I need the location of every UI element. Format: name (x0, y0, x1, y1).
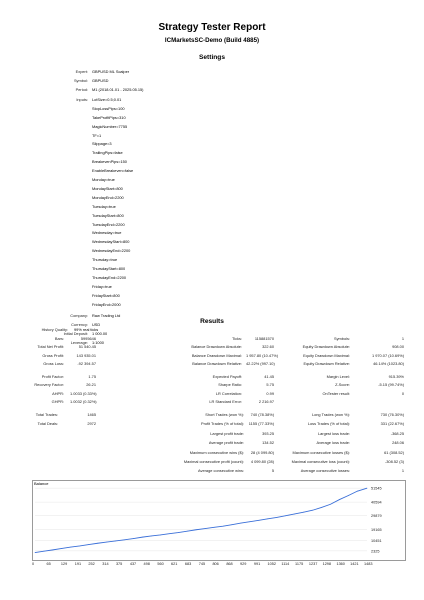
settings-label: Symbol: (73, 78, 88, 84)
settings-label: Currency: (71, 321, 88, 327)
result-label: Balance Drawdown Relative: (192, 361, 242, 367)
input-param: FridayEnd=2000 (92, 301, 121, 307)
settings-value: GBPUSD (92, 78, 109, 84)
history-quality-value: 99% real ticks (74, 327, 99, 332)
balance-chart-svg (33, 481, 405, 560)
trades-label: Maximal consecutive profit (count): (183, 459, 244, 464)
balance-point (151, 536, 152, 537)
x-tick-label: 1298 (322, 562, 332, 566)
result-label: Profit Factor: (41, 374, 64, 379)
trades-label: Maximum consecutive wins ($): (189, 449, 244, 455)
balance-point (178, 532, 179, 533)
result-value: 5995646 (80, 336, 96, 341)
balance-point (348, 495, 349, 496)
x-tick-label: 437 (129, 562, 137, 566)
result-value: -92 394.57 (77, 361, 96, 367)
result-value: 1 (401, 336, 404, 341)
result-label: Balance Drawdown Absolute: (191, 344, 242, 350)
balance-point (169, 533, 170, 534)
trades-value: -368.25 (390, 430, 404, 436)
input-param: ThursdayStart=800 (92, 266, 126, 271)
trades-value: 331 (22.67%) (380, 421, 404, 427)
trades-value: 730 (76.30%) (380, 412, 404, 417)
trades-value: 1 (401, 468, 404, 474)
result-value: 115881570 (254, 336, 274, 341)
trades-label: Total Deals: (37, 421, 58, 427)
y-tick-label: 29879 (371, 514, 382, 519)
settings-value: LotSize=0.5;0.01 (92, 96, 122, 102)
balance-point (88, 544, 89, 545)
balance-point (115, 541, 116, 542)
x-tick-label: 1175 (295, 562, 304, 566)
x-tick-label: 191 (74, 562, 82, 566)
y-tick-label: 2325 (371, 549, 380, 554)
trades-label: Average consecutive wins: (198, 468, 244, 474)
x-tick-label: 375 (115, 562, 123, 566)
result-value: 2 216.97 (258, 399, 274, 405)
input-param: Friday=true (92, 283, 112, 289)
x-tick-label: 1483 (364, 562, 373, 566)
trades-value: 393.25 (262, 430, 274, 436)
x-tick-label: 1360 (336, 562, 345, 566)
result-label: Equity Drawdown Maximal: (303, 352, 350, 358)
balance-point (205, 528, 206, 529)
trades-value: 1155 (77.33%) (248, 421, 274, 427)
input-param: Wednesday=true (92, 230, 122, 236)
settings-value: 1 000.00 (92, 330, 108, 336)
result-label: Gross Loss: (43, 361, 64, 367)
result-label: Recovery Factor: (34, 382, 64, 388)
settings-label: Company: (70, 312, 88, 318)
balance-point (294, 514, 295, 515)
input-param: WednesdayEnd=2200 (92, 248, 131, 254)
result-label: Z-Score: (335, 382, 350, 388)
trades-value: 28 (4 099.80) (250, 449, 274, 455)
trades-value: 5 (271, 468, 274, 474)
x-tick-label: 991 (253, 562, 261, 566)
results-heading: Results (200, 318, 224, 325)
x-tick-label: 498 (143, 562, 150, 566)
trades-value: 61 (308.52) (384, 449, 404, 455)
result-value: 51 540.45 (78, 344, 96, 350)
settings-value: GBPUSD ML Scalper (92, 69, 130, 74)
report-subtitle: ICMarketsSC-Demo (Build 4885) (164, 37, 260, 44)
result-value: -5.15 (99.74%) (378, 382, 404, 388)
input-param: BreakevenPips=150 (92, 159, 127, 165)
result-value: 915.39% (388, 374, 404, 379)
result-value: 26.21 (86, 382, 96, 388)
balance-point (106, 542, 107, 543)
x-tick-label: 1114 (281, 562, 290, 566)
trades-value: 248.06 (392, 440, 404, 446)
x-tick-label: 806 (212, 562, 219, 566)
trades-label: Largest loss trade: (317, 430, 350, 436)
result-label: Equity Drawdown Absolute: (302, 344, 350, 350)
settings-label: Initial Deposit: (63, 330, 88, 336)
x-tick-label: 314 (102, 562, 109, 566)
balance-point (53, 550, 54, 551)
input-param: TuesdayStart=800 (92, 212, 124, 218)
result-value: 908.00 (392, 344, 404, 350)
input-param: Monday=true (92, 177, 115, 182)
result-label: Ticks: (231, 336, 242, 341)
trades-value: 740 (78.38%) (250, 412, 274, 417)
settings-value: USD (92, 321, 101, 327)
result-label: OnTester result: (322, 390, 350, 396)
result-value: 1 970.07 (10.69%) (371, 352, 404, 358)
balance-point (223, 526, 224, 527)
trades-value: 4 099.80 (28) (250, 459, 274, 464)
balance-point (339, 499, 340, 500)
input-param: TF=1 (92, 132, 102, 138)
input-param: Tuesday=true (92, 203, 116, 209)
settings-label: Leverage: (70, 340, 88, 346)
trades-label: Profit Trades (% of total): (200, 421, 244, 427)
input-param: TakeProfitPips=310 (92, 114, 126, 120)
balance-point (321, 507, 322, 508)
x-tick-label: 745 (198, 562, 206, 566)
trades-label: Long Trades (won %): (311, 412, 350, 417)
result-value: 1 957.80 (10.47%) (246, 352, 279, 358)
balance-point (357, 491, 358, 492)
result-label: Balance Drawdown Maximal: (191, 352, 242, 358)
balance-point (214, 527, 215, 528)
result-label: Expected Payoff: (212, 374, 242, 379)
balance-point (142, 537, 143, 538)
trades-label: Average consecutive losses: (300, 468, 350, 474)
trades-label: Maximal consecutive loss (count): (291, 459, 350, 464)
balance-point (250, 521, 251, 522)
input-param: MondayEnd=2200 (92, 194, 124, 200)
balance-point (312, 510, 313, 511)
trades-label: Largest profit trade: (210, 430, 244, 436)
balance-point (44, 551, 45, 552)
trades-label: Maximum consecutive losses ($): (292, 449, 350, 455)
x-tick-label: 868 (226, 562, 233, 566)
x-tick-label: 1237 (308, 562, 318, 566)
x-tick-label: 929 (239, 562, 247, 566)
input-param: Slippage=3 (92, 141, 112, 147)
settings-value: Raw Trading Ltd (92, 312, 121, 318)
balance-point (35, 552, 36, 553)
input-param: MondayStart=800 (92, 185, 123, 191)
balance-point (232, 524, 233, 525)
result-label: GHPR: (51, 399, 64, 405)
result-value: 41.45 (264, 374, 274, 379)
x-tick-label: 560 (157, 562, 164, 566)
result-value: 42.22% (997.10) (246, 361, 275, 367)
report-title: Strategy Tester Report (158, 22, 266, 33)
settings-label: Period: (75, 87, 88, 93)
x-tick-label: 129 (60, 562, 68, 566)
input-param: EnableBreakeven=false (92, 168, 134, 174)
settings-heading: Settings (198, 54, 225, 61)
settings-value: M1 (2018.01.01 - 2025.05.15) (92, 87, 144, 93)
balance-point (276, 517, 277, 518)
trades-value: 1465 (87, 412, 96, 417)
input-param: MagicNumber=7755 (92, 123, 128, 129)
trades-label: Total Trades: (35, 412, 58, 417)
result-label: Gross Profit: (42, 352, 64, 358)
input-param: Thursday=true (92, 257, 118, 263)
result-value: 46.14% (1023.80) (373, 361, 404, 367)
trades-value: -308.52 (3) (384, 459, 404, 464)
result-label: Total Net Profit: (37, 344, 64, 350)
balance-point (79, 546, 80, 547)
y-tick-label: 19165 (371, 527, 382, 532)
result-label: Margin Level: (326, 374, 350, 379)
x-tick-label: 683 (184, 562, 192, 566)
balance-point (303, 512, 304, 513)
balance-line (35, 488, 367, 552)
balance-point (70, 547, 71, 548)
x-tick-label: 65 (46, 562, 51, 566)
trades-value: 2972 (87, 421, 96, 427)
result-value: 5.75 (266, 382, 274, 388)
result-label: AHPR: (52, 390, 64, 396)
balance-point (241, 523, 242, 524)
trades-value: 134.52 (262, 440, 274, 446)
y-tick-label: 40594 (371, 500, 382, 505)
balance-point (259, 520, 260, 521)
trades-label: Loss Trades (% of total): (307, 421, 350, 427)
result-value: 322.60 (262, 344, 274, 350)
settings-label: Inputs: (76, 96, 88, 102)
trades-label: Average loss trade: (316, 440, 350, 446)
balance-point (285, 515, 286, 516)
result-label: Symbols: (334, 336, 350, 341)
input-param: TrailingPips=false (92, 150, 123, 156)
result-label: Bars: (54, 336, 64, 341)
result-label: LR Standard Error: (209, 399, 242, 405)
result-label: Sharpe Ratio: (218, 382, 242, 388)
x-tick-label: 621 (171, 562, 178, 566)
chart-title: Balance (34, 481, 49, 486)
settings-label: Expert: (75, 69, 88, 74)
trades-label: Average profit trade: (208, 440, 244, 446)
balance-point (330, 504, 331, 505)
balance-point (160, 535, 161, 536)
x-tick-label: 1421 (350, 562, 359, 566)
balance-chart (32, 480, 406, 561)
balance-point (196, 529, 197, 530)
settings-value: 1:1000 (92, 340, 104, 346)
y-tick-label: 10451 (371, 538, 382, 543)
result-label: Equity Drawdown Relative: (303, 361, 350, 367)
history-quality-label: History Quality: (41, 327, 68, 332)
balance-point (97, 543, 98, 544)
trades-label: Short Trades (won %): (205, 412, 244, 417)
result-value: 1.75 (88, 374, 96, 379)
result-value: 0.99 (266, 390, 274, 396)
y-tick-label: 51545 (371, 486, 382, 491)
balance-point (367, 488, 368, 489)
input-param: TuesdayEnd=2200 (92, 221, 125, 227)
result-value: 0 (401, 390, 404, 396)
input-param: ThursdayEnd=2200 (92, 274, 127, 280)
balance-point (62, 548, 63, 549)
x-tick-label: 1052 (267, 562, 276, 566)
input-param: WednesdayStart=800 (92, 239, 130, 245)
input-param: FridayStart=800 (92, 292, 120, 298)
input-param: StopLossPips=100 (92, 105, 125, 111)
balance-point (267, 518, 268, 519)
balance-point (187, 531, 188, 532)
x-tick-label: 0 (32, 562, 35, 566)
result-label: LR Correlation: (215, 390, 242, 396)
result-value: 1.0032 (0.32%) (70, 399, 97, 405)
balance-point (133, 538, 134, 539)
result-value: 1.0033 (0.33%) (70, 390, 97, 396)
result-value: 143 935.01 (76, 352, 96, 358)
x-tick-label: 252 (88, 562, 95, 566)
balance-point (124, 539, 125, 540)
